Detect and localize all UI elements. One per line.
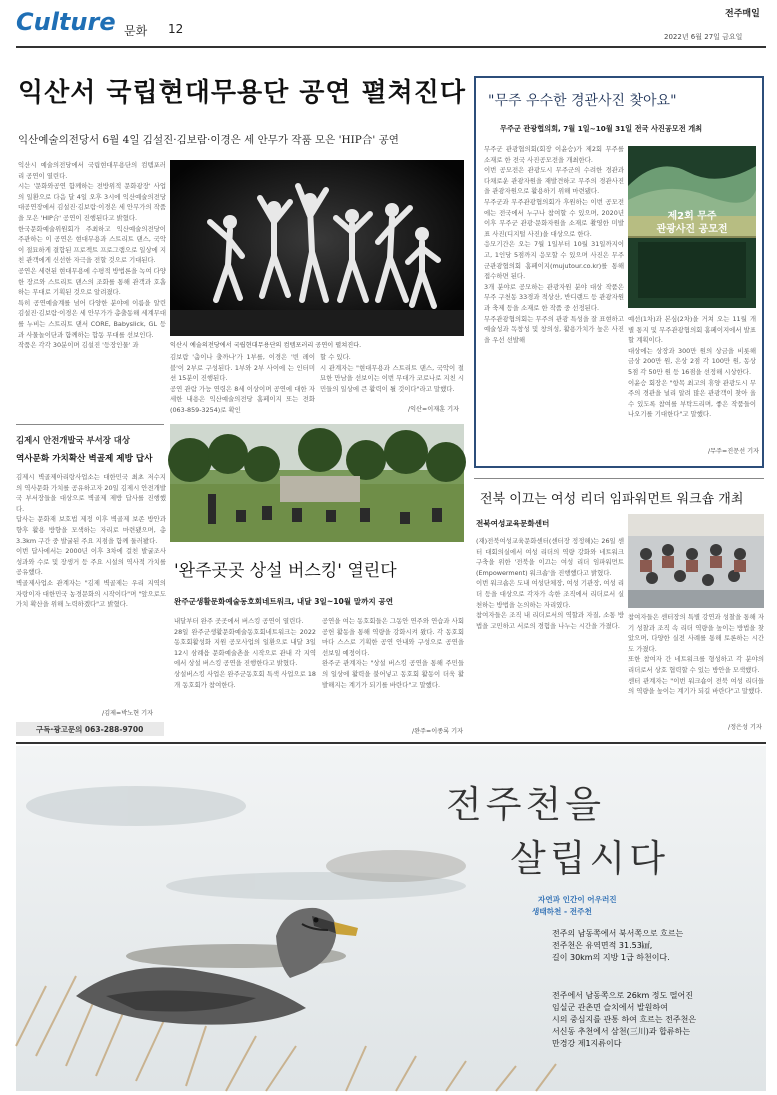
right-body-col2: 참여자들은 센터장의 특별 강연과 성찰을 통해 자기 성찰과 조직 속 리더 역량을 높이는 방법을 찾았으며, 다양한 실전 사례를 통해 토론하는 시간도 가졌다. 또한 참여자 간 네트워크를 형성하고 각 분야의 리더로서 상호 협력할 수 있는 방안을 모색했다. 센터 관계자는 "이번 워크숍이 전북 여성 리더들의 역량을 높이는 계기가 되길 바란다"고 말했다. [628, 613, 764, 696]
lead-headline: 익산서 국립현대무용단 공연 펼쳐진다 [18, 78, 467, 108]
right-byline: /정은성 기자 [728, 724, 762, 731]
right-org: 전북여성교육문화센터 [476, 519, 550, 528]
publisher: 전주매일 [725, 9, 760, 19]
page-number: 12 [168, 22, 184, 36]
section-latin: Culture [16, 8, 116, 36]
right-article-rule [474, 478, 764, 479]
feature-paragraph2: 전주에서 남동쪽으로 26km 정도 떨어진 임실군 관촌면 슬치에서 발원하여 시의 중심지를 관통 하여 흐르는 전주천은 서신동 추천에서 삼천(三川)과 합류하는 만경강 제1지류이다 [552, 991, 697, 1048]
boxed-body-col2: 예선(1차)과 본심(2차)을 거쳐 오는 11월 개별 통지 및 무주관광협의회 홈페이지에서 발표할 계획이다. 대상에는 상장과 300만 원의 상금을 비롯해 금상 200만 원, 은상 2점 각 100만 원, 동상 5점 각 50만 원 등 16점을 선정해 시상한다. 이윤승 회장은 "항목 최고의 휴양 관광도시 무주의 경관을 널리 알려 많은 관광객이 찾아 올 수 있도록 참여를 부탁드리며, 좋은 작품들이 나오기를 기대한다"고 말했다. [628, 315, 756, 419]
bottom-feature-rule [16, 742, 766, 744]
lead-byline: /익산=이재훈 기자 [408, 406, 460, 413]
right-headline: 전북 이끄는 여성 리더 임파워먼트 워크숍 개최 [480, 492, 744, 507]
feature-title-line2: 살립시다 [510, 837, 669, 880]
ad-bar [16, 722, 164, 736]
left-headline: 역사문화 가치확산 벽골제 제방 답사 [16, 454, 153, 464]
issue-date: 2022년 6월 27일 금요일 [664, 33, 743, 41]
poster-title: 제2회 무주 관광사진 공모전 [656, 211, 728, 235]
feature-body-col1: 내달부터 완주 곳곳에서 버스킹 공연이 열린다. 28일 완주군생활문화예술동호회네트워크는 2022 동호회활성화 지원 공모사업의 일환으로 내달 3일 12시 삼례읍 문화예술촌을 시작으로 관내 각 지역에서 상설 버스킹 공연을 진행한다고 밝혔다. 상설버스킹 사업은 완주군동호회 특색 사업으로 18개 동호회가 참여한다. [174, 617, 316, 689]
feature-tag2: 생태하천 - 전주천 [532, 907, 592, 916]
ad-bar-label: 구독·광고문의 063-288-9700 [36, 725, 144, 734]
header-rule [16, 46, 766, 48]
dancers-photo [170, 160, 464, 336]
lead-body-col3: 할 수 있다. 시 관계자는 "현대무용과 스트리트 댄스, 국악이 절묘한 만남을 선보이는 이번 무대가 코로나로 지친 시민들의 일상에 큰 활력이 될 것이다"라고 말했다. [320, 353, 464, 393]
feature-paragraph1: 전주의 남동쪽에서 북서쪽으로 흐르는 전주천은 유역면적 31.53㎢, 길이 30km의 지방 1급 하천이다. [552, 929, 684, 962]
left-side-rule [16, 424, 164, 425]
feature-subhead: 완주군생활문화예술동호회네트워크, 내달 3일~10월 말까지 공연 [174, 597, 394, 606]
left-byline: /김제=박노현 기자 [102, 710, 154, 717]
boxed-body-col1: 무주군 관광협의회(회장 이윤승)가 제2회 무주를 소재로 한 전국 사진공모전을 개최한다. 이번 공모전은 관광도시 무주군의 수려한 경관과 다채로운 관광자원을 재발견하고 무주의 경관사진을 관광자원으로 활용하기 위해 마련됐다. 무주군과 무주관광협의회가 후원하는 이번 공모전에는 전국에서 누구나 참여할 수 있으며, 2020년 이후 무주군 관광·문화자원을 소재로 촬영한 미발표 사진(디지털 사진)을 대상으로 한다. 응모기간은 오는 7월 1일부터 10월 31일까지이고, 1인당 5점까지 응모할 수 있으며 사진은 무주군관광협의회 홈페이지(mujutour.co.kr)를 통해 접수하면 된다. 3개 분야로 공모하는 관광자원 분야 대상 작품은 무주 구천동 33경과 적상산, 반디랜드 등 관광자원과 축제 등을 소재로 한 작품 중 선정된다. 무주관광협의회는 무주의 관광 특성을 잘 표현하고 예술성과 독창성 및 창의성, 활용가치가 높은 사진을 우선 선발해 [484, 145, 624, 344]
feature-tag1: 자연과 인간이 어우러진 [538, 895, 617, 904]
bottom-feature-panel [16, 746, 766, 1091]
lead-subhead: 익산예술의전당서 6월 4일 김설진·김보람·이경은 세 안무가 작품 모은 'HIP合' 공연 [18, 134, 399, 146]
workshop-photo [628, 514, 764, 608]
boxed-byline: /무주=진문선 기자 [708, 448, 760, 455]
lead-body-col2: 김보람 '춤이나 출까나'가 1부를, 이경은 '빈 레이블'이 2부로 구성된다. 1부와 2부 사이에 는 인터미션 15분이 진행된다. 공연 관람 가능 연령은 8세 이상이며 공연에 대한 자세한 내용은 익산예술의전당 홈페이지 또는 전화(063-859-3254)로 확인 [170, 353, 315, 414]
section-korean: 문화 [124, 24, 148, 38]
boxed-subhead: 무주군 관광협의회, 7월 1일~10월 31일 전국 사진공모전 개최 [500, 124, 703, 133]
left-kicker: 김제시 안전개발국 부서장 대상 [16, 435, 130, 445]
lead-body-col1: 익산시 예술의전당에서 국립현대무용단의 컴템포러리 공연이 열린다. 시는 '문화와공연 함께하는 전방위적 문화광장' 사업의 일환으로 다음 달 4일 오후 3시에 익산예술의전당 대공연장에서 김설진·김보람·이경은 세 안무가의 작품을 모은 'HIP合' 공연이 진행된다고 밝혔다. 한국문화예술위원회가 주최하고 익산예술의전당이 주관하는 이 공연은 현대무용과 스트리트 댄스, 국악이 절묘하게 결합된 프로젝트 프로그램으로 일상에 지친 관객에게 신선한 자극을 전할 것으로 기대된다. 공연은 세련된 현대무용에 수평적 방법론을 녹여 다양한 장르와 스트리트 댄스의 조화를 통해 관객과 호흡하는 무대로 기획된 것으로 알려졌다. 특히 공연예술계를 넘어 다양한 분야에 이름을 알린 김설진·김보람·이경은 세 안무가가 총출동해 세계무대를 누비는 스트리트 댄서 CORE, Babyslick, GL 등과 사물놀이단과 함께하는 합동 무대를 선보인다. 작품은 각각 30분이며 김설진 '등장인물' 과 [18, 161, 167, 350]
left-body: 김제시 벽골제아리랑사업소는 대한민국 최초 저수지의 역사문화 가치를 공유하고자 20일 김제시 안전개발국 부서장들을 대상으로 벽골제 제방 답사를 진행했다. 답사는 문화재 보호법 제정 이후 벽골제 보존 방안과 향후 활용 방향을 모색하는 자리로 마련됐으며, 총 3.3km 구간 중 발굴된 주요 지점을 함께 둘러봤다. 이번 답사에서는 2000년 이후 3차에 걸친 발굴조사 성과와 수로 및 장생거 등 주요 시설의 역사적 가치를 공유했다. 벽골제사업소 관계자는 "김제 벽골제는 우리 지역의 자랑이자 대한민국 농경문화의 시작이다"며 "앞으로도 가치 확산을 위해 노력하겠다"고 밝혔다. [16, 473, 166, 609]
page-header [0, 0, 777, 46]
busking-photo [170, 424, 464, 542]
feature-title-line1: 전주천을 [446, 783, 605, 826]
feature-body-col2: 공연을 여는 동호회들은 그동안 연주와 연습과 사회공헌 활동을 통해 역량을 강화시켜 왔다. 각 동호회마다 스스로 기획한 공연 안내와 구성으로 공연을 선보일 예정이다. 완주군 관계자는 "상설 버스킹 공연을 통해 주민들의 일상에 활력을 불어넣고 동호회 활동이 더욱 활발해지는 계기가 되기를 바란다"고 말했다. [322, 617, 464, 689]
feature-headline: '완주곳곳 상설 버스킹' 열린다 [174, 561, 397, 581]
feature-byline: /완주=이종록 기자 [412, 728, 464, 735]
dancers-caption: 익산시 예술의전당에서 국립현대무용단의 컴템포러리 공연이 펼쳐진다. [170, 342, 362, 349]
poster-image [628, 146, 756, 308]
right-body-col1: (재)전북여성교육문화센터(센터장 정정해)는 26일 센터 대회의실에서 여성 리더의 역량 강화와 네트워크 구축을 위한 '전북을 이끄는 여성 리더 임파워먼트(Empowerment) 워크숍'을 진행했다고 밝혔다. 이번 워크숍은 도내 여성단체장, 여성 기관장, 여성 리더 등을 대상으로 각자가 속한 조직에서 리더로서 실천하는 방법을 논의하는 자리였다. 참여자들은 조직 내 리더로서의 역할과 자질, 소통 방법을 고민하고 서로의 경험을 나누는 시간을 가졌다. [476, 537, 624, 630]
boxed-headline: "무주 우수한 경관사진 찾아요" [488, 93, 677, 109]
